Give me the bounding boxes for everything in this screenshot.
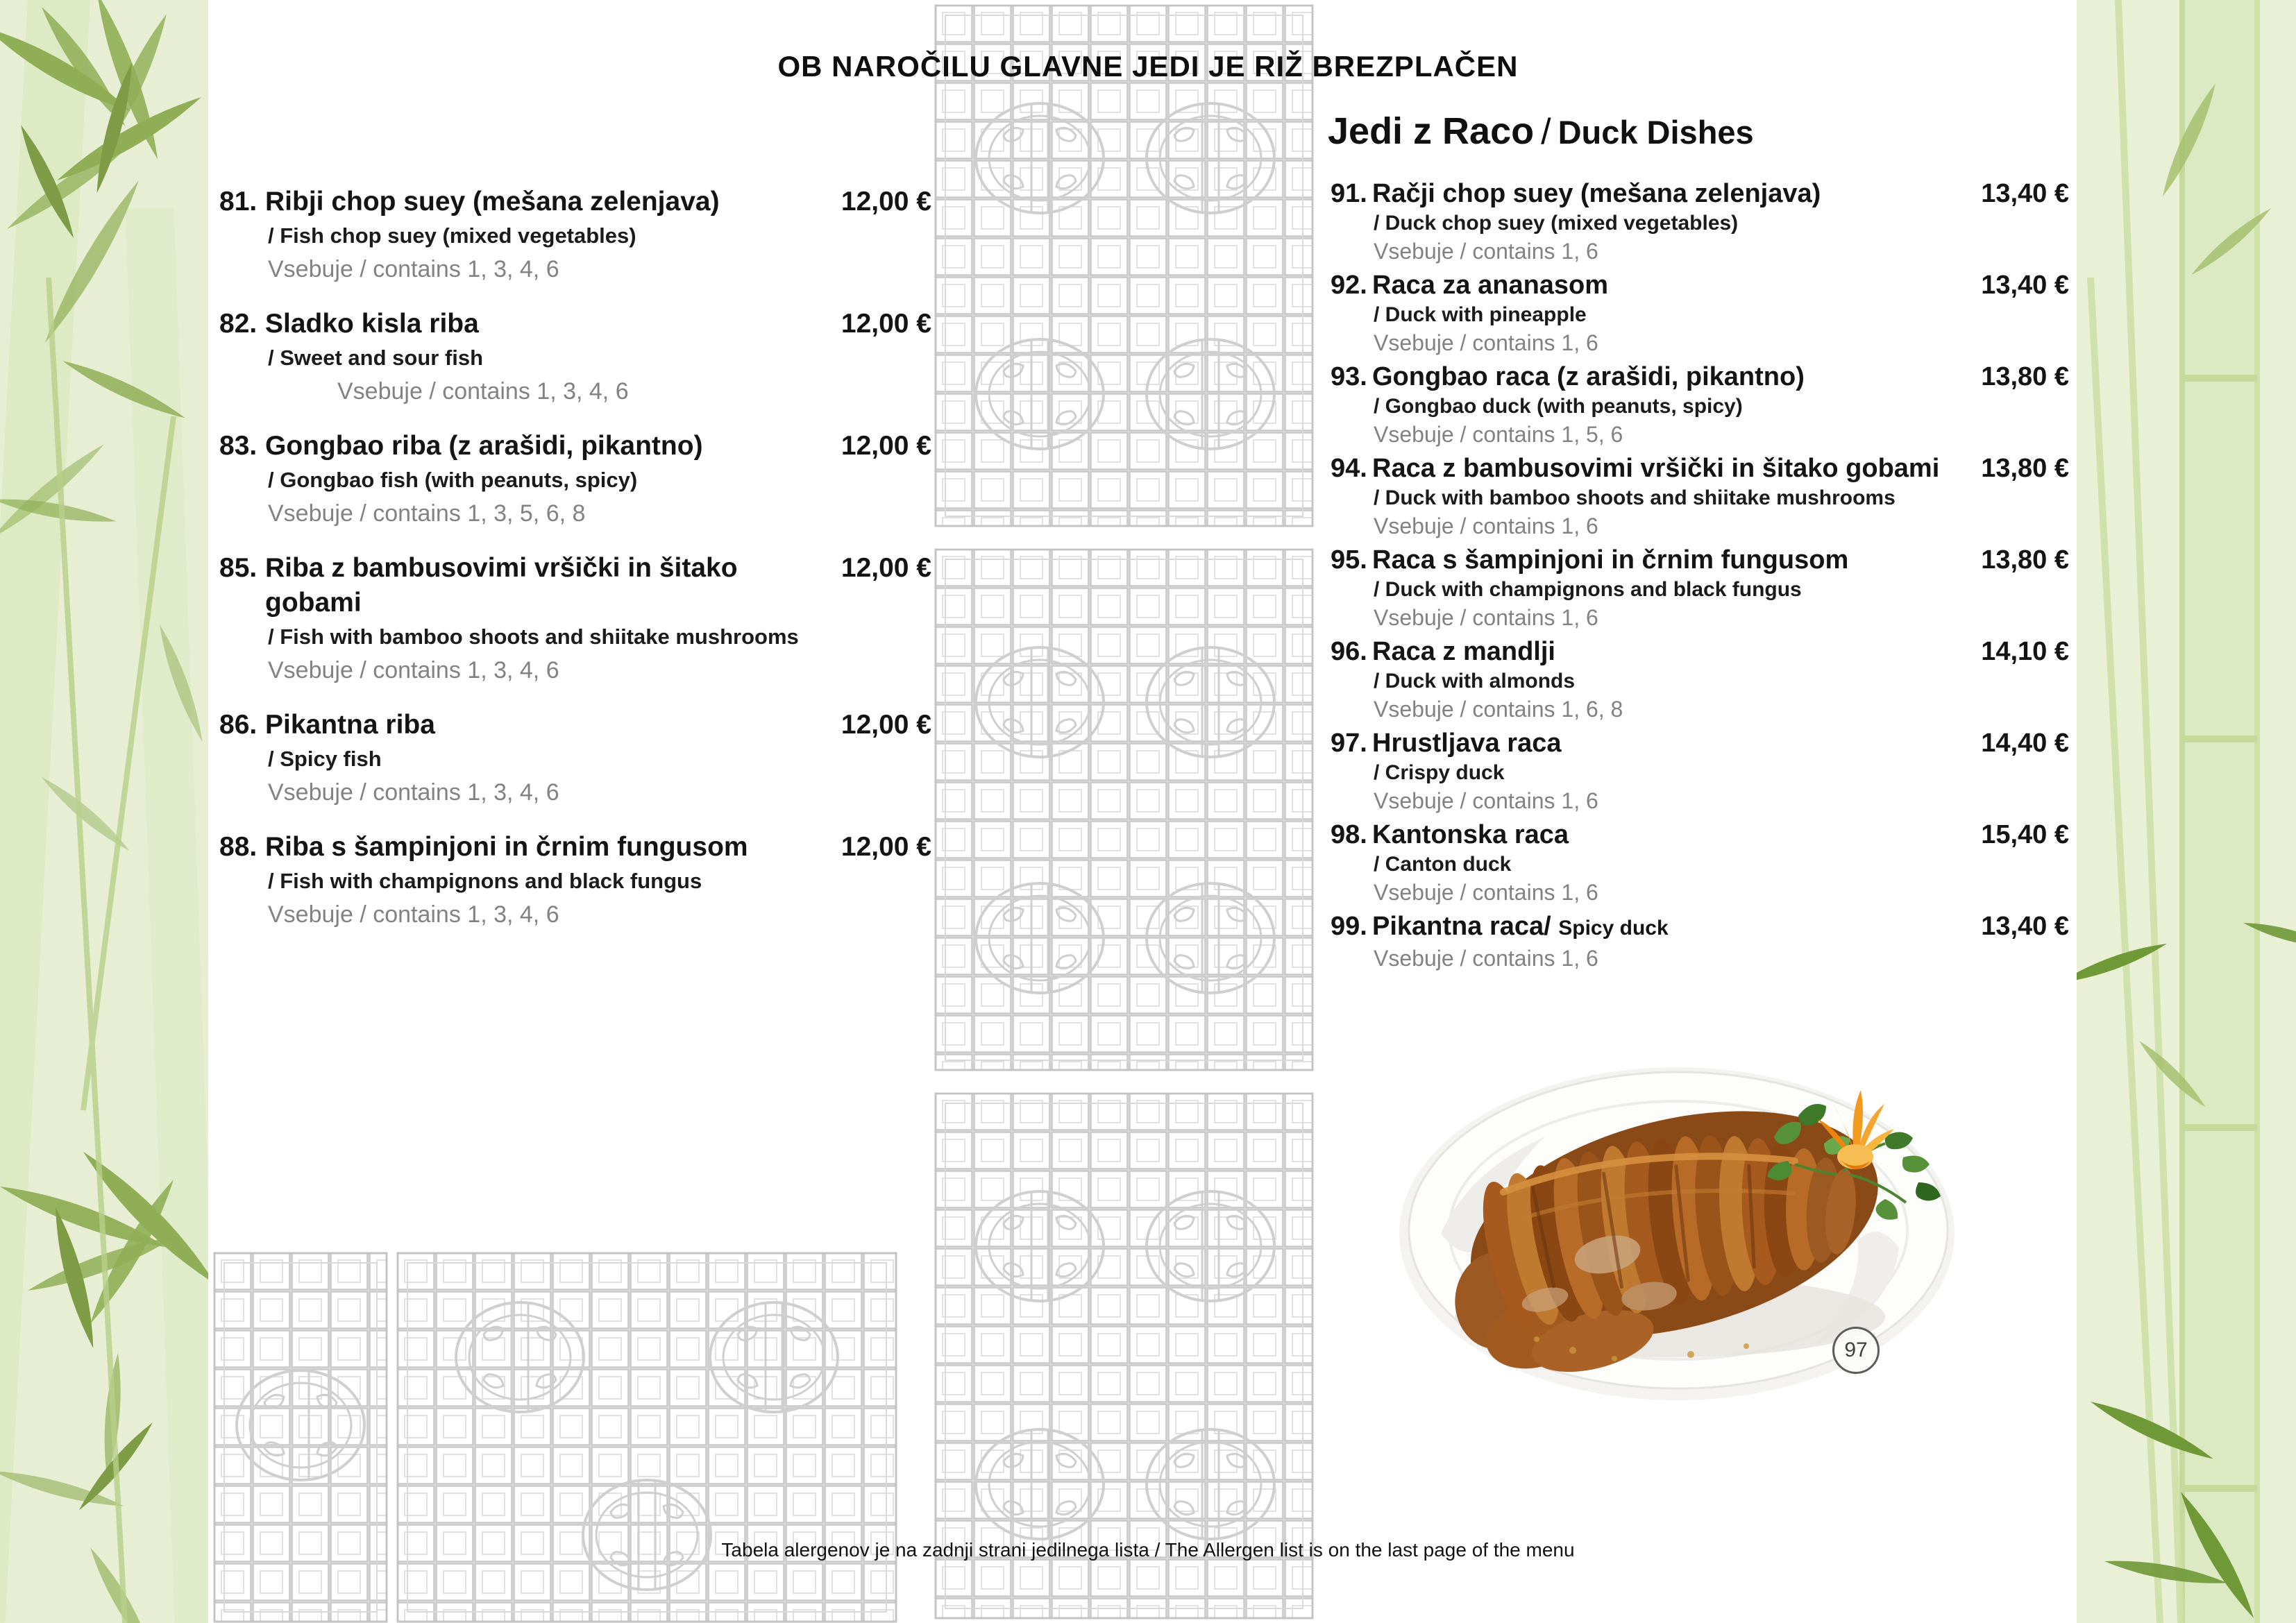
item-name-en: / Fish with bamboo shoots and shiitake mushrooms: [268, 624, 799, 649]
item-name: Hrustljava raca: [1372, 729, 1562, 758]
menu-item-86: [219, 708, 931, 809]
allergen-footer-note: Tabela alergenov je na zadnji strani jedilnega lista / The Allergen list is on the last page of the menu: [721, 1539, 1575, 1561]
item-number: 86.: [219, 710, 258, 740]
item-name-sl: Pikantna raca/: [1372, 912, 1551, 941]
item-allergens: Vsebuje / contains 1, 6: [1374, 788, 1598, 813]
item-allergens: Vsebuje / contains 1, 6: [1374, 880, 1598, 905]
item-name-en: / Duck with bamboo shoots and shiitake mushrooms: [1374, 486, 1896, 509]
item-price: 14,40 €: [1981, 729, 2069, 758]
item-number: 95.: [1331, 545, 1367, 575]
item-number: 99.: [1331, 912, 1367, 941]
menu-column-duck: [1331, 178, 2069, 976]
item-name-en: / Gongbao duck (with peanuts, spicy): [1374, 395, 1743, 418]
item-name-en: / Duck with pineapple: [1374, 303, 1587, 326]
item-price: 13,40 €: [1981, 179, 2069, 208]
item-name: Riba s šampinjoni in črnim fungusom: [265, 832, 748, 862]
item-name: Ribji chop suey (mešana zelenjava): [265, 187, 720, 216]
item-allergens: Vsebuje / contains 1, 6, 8: [1374, 697, 1623, 722]
lattice-panel: [934, 548, 1314, 1071]
item-name-en: / Duck with champignons and black fungus: [1374, 578, 1802, 601]
menu-item-91: [1331, 178, 2069, 265]
item-name: Raca za ananasom: [1372, 271, 1609, 300]
item-number: 83.: [219, 431, 258, 461]
item-price: 13,80 €: [1981, 362, 2069, 391]
free-rice-banner: OB NAROČILU GLAVNE JEDI JE RIŽ BREZPLAČEN: [777, 50, 1519, 83]
item-name: Sladko kisla riba: [265, 309, 479, 339]
menu-item-85: [219, 551, 931, 687]
item-name: Gongbao riba (z arašidi, pikantno): [265, 431, 703, 461]
item-allergens: Vsebuje / contains 1, 6: [1374, 513, 1598, 538]
item-number: 97.: [1331, 729, 1367, 758]
item-number: 98.: [1331, 820, 1367, 849]
menu-item-95: [1331, 544, 2069, 631]
menu-item-94: [1331, 452, 2069, 540]
menu-item-97: [1331, 727, 2069, 815]
item-name-en: / Duck chop suey (mixed vegetables): [1374, 212, 1739, 235]
item-name: Račji chop suey (mešana zelenjava): [1372, 179, 1821, 208]
item-price: 12,00 €: [841, 309, 931, 339]
item-allergens: Vsebuje / contains 1, 5, 6: [1374, 422, 1623, 447]
item-name-en: / Fish chop suey (mixed vegetables): [268, 223, 636, 248]
item-price: 12,00 €: [841, 710, 931, 740]
item-name: Pikantna riba: [265, 710, 435, 740]
section-header: [1328, 110, 1754, 153]
item-name: Raca s šampinjoni in črnim fungusom: [1372, 545, 1849, 575]
item-allergens: Vsebuje / contains 1, 3, 4, 6: [268, 657, 559, 683]
item-price: 12,00 €: [841, 431, 931, 461]
page-number-badge: [1832, 1327, 1880, 1374]
item-allergens: Vsebuje / contains 1, 3, 4, 6: [268, 256, 559, 282]
item-number: 88.: [219, 832, 258, 862]
item-name: Riba z bambusovimi vršički in šitako gobami: [265, 553, 738, 618]
item-name-en: / Duck with almonds: [1374, 670, 1576, 692]
item-number: 91.: [1331, 179, 1367, 208]
item-allergens: Vsebuje / contains 1, 3, 4, 6: [268, 901, 559, 928]
menu-item-88: [219, 830, 931, 931]
menu-item-81: [219, 185, 931, 286]
section-title-en: Duck Dishes: [1558, 114, 1754, 151]
item-price: 12,00 €: [841, 832, 931, 862]
item-number: 82.: [219, 309, 258, 339]
item-name-en: / Fish with champignons and black fungus: [268, 869, 702, 893]
item-allergens: Vsebuje / contains 1, 3, 4, 6: [268, 779, 559, 806]
bamboo-watermark-right: [2077, 0, 2296, 1623]
item-number: 93.: [1331, 362, 1367, 391]
menu-item-96: [1331, 636, 2069, 723]
item-price: 13,80 €: [1981, 454, 2069, 483]
menu-column-fish: [219, 185, 931, 952]
menu-item-98: [1331, 819, 2069, 906]
bamboo-watermark-left: [0, 0, 208, 1623]
item-number: 92.: [1331, 271, 1367, 300]
menu-item-93: [1331, 361, 2069, 448]
item-name-en: / Crispy duck: [1374, 761, 1505, 784]
item-name: Raca z mandlji: [1372, 637, 1555, 666]
lattice-panel: [396, 1252, 897, 1623]
item-allergens: Vsebuje / contains 1, 6: [1374, 946, 1598, 971]
item-allergens: Vsebuje / contains 1, 6: [1374, 605, 1598, 630]
item-name-en: / Gongbao fish (with peanuts, spicy): [268, 468, 638, 492]
item-allergens: Vsebuje / contains 1, 6: [1374, 330, 1598, 355]
item-allergens: Vsebuje / contains 1, 3, 4, 6: [337, 378, 629, 405]
item-name: Gongbao raca (z arašidi, pikantno): [1372, 362, 1805, 391]
menu-item-82: [219, 307, 931, 408]
item-allergens: Vsebuje / contains 1, 6: [1374, 239, 1598, 264]
lattice-panel: [213, 1252, 388, 1623]
section-separator: /: [1541, 112, 1551, 152]
menu-item-83: [219, 429, 931, 530]
item-name-en-inline: Spicy duck: [1558, 917, 1669, 940]
item-price: 13,40 €: [1981, 271, 2069, 300]
item-number: 85.: [219, 553, 258, 583]
item-number: 81.: [219, 187, 258, 216]
item-name: Raca z bambusovimi vršički in šitako gobami: [1372, 454, 1940, 483]
menu-item-92: [1331, 269, 2069, 357]
item-name-en: / Canton duck: [1374, 853, 1512, 876]
item-allergens: Vsebuje / contains 1, 3, 5, 6, 8: [268, 500, 586, 527]
item-name-en: / Sweet and sour fish: [268, 346, 484, 370]
item-name: [1372, 910, 1981, 944]
page-number: 97: [1844, 1339, 1868, 1361]
item-number: 96.: [1331, 637, 1367, 666]
item-price: 13,40 €: [1981, 912, 2069, 941]
item-number: 94.: [1331, 454, 1367, 483]
item-price: 12,00 €: [841, 187, 931, 216]
item-price: 13,80 €: [1981, 545, 2069, 575]
item-price: 15,40 €: [1981, 820, 2069, 849]
section-title-sl: Jedi z Raco: [1328, 110, 1535, 152]
item-name-en: / Spicy fish: [268, 747, 382, 771]
item-price: 12,00 €: [841, 553, 931, 583]
item-name: Kantonska raca: [1372, 820, 1569, 849]
item-price: 14,10 €: [1981, 637, 2069, 666]
menu-item-99: [1331, 910, 2069, 972]
